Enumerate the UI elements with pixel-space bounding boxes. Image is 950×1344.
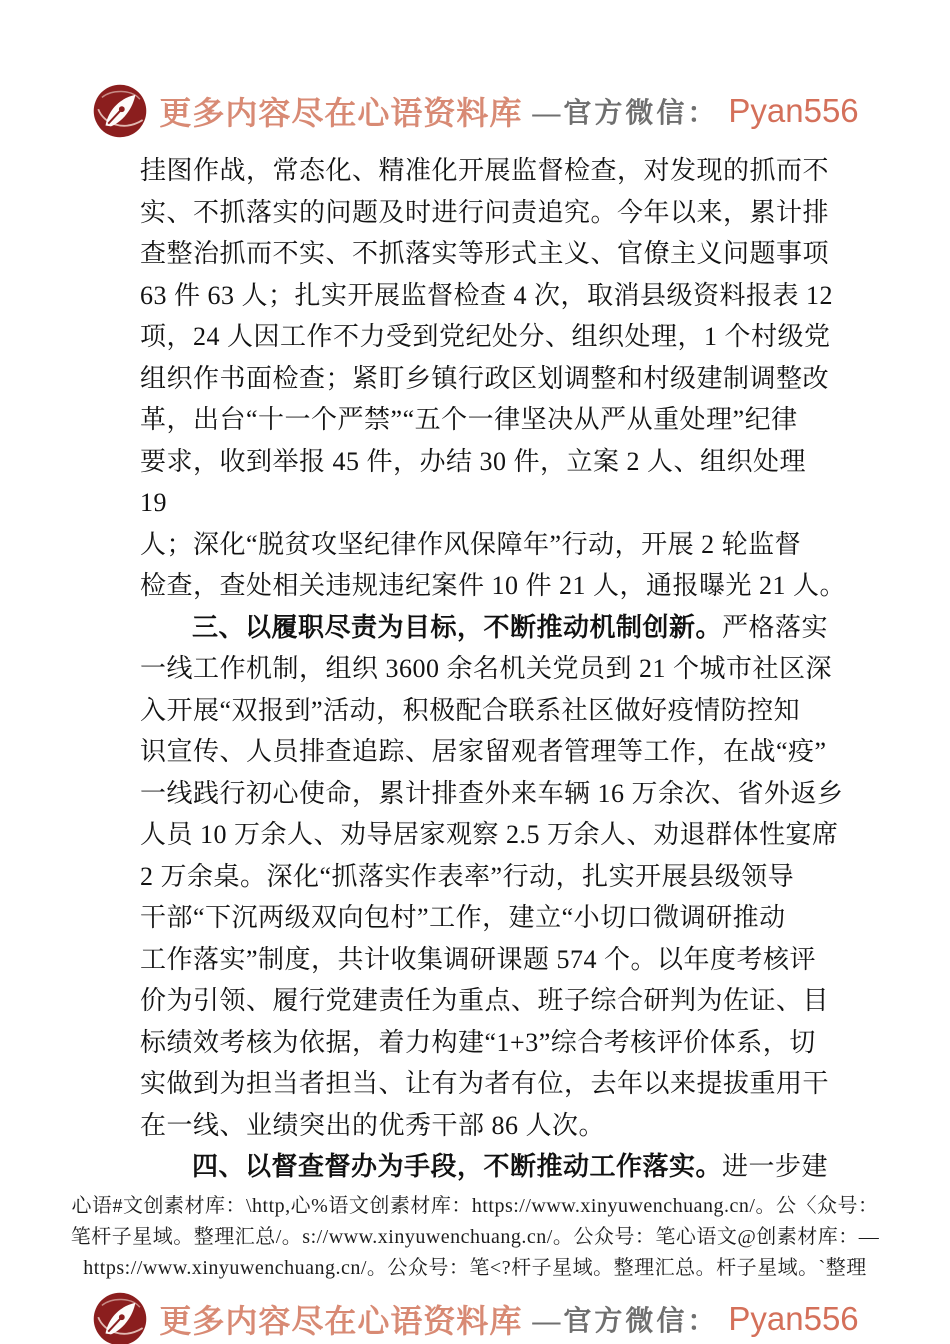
- body-line: 工作落实”制度，共计收集调研课题 574 个。以年度考核评: [140, 944, 817, 974]
- body-line: 价为引领、履行党建责任为重点、班子综合研判为佐证、目: [140, 986, 830, 1015]
- body-line: 入开展“双报到”活动，积极配合联系社区做好疫情防控知: [140, 695, 801, 725]
- body-line: 识宣传、人员排查追踪、居家留观者管理等工作，在战“疫”: [140, 737, 827, 766]
- body-line-heading: 四、以督查督办为手段，不断推动工作落实。进一步建: [192, 1152, 829, 1181]
- footer-line: 心语#文创素材库：\http,心%语文创素材库：https://www.xinyuwenchuang.cn/。公〈众号：: [71, 1194, 879, 1217]
- body-line: 组织作书面检查；紧盯乡镇行政区划调整和村级建制调整改: [140, 363, 830, 393]
- body-line: 一线践行初心使命，累计排查外来车辆 16 万余次、省外返乡: [140, 778, 844, 808]
- body-line: 人员 10 万余人、劝导居家观察 2.5 万余人、劝退群体性宴席: [140, 820, 839, 849]
- body-line-heading: 三、以履职尽责为目标，不断推动机制创新。严格落实: [192, 612, 829, 642]
- heading-lead: 四、以督查督办为手段，不断推动工作落实。: [192, 1152, 723, 1181]
- body-line: 革，出台“十一个严禁”“五个一律坚决从严从重处理”纪律: [140, 405, 798, 434]
- body-line: 查整治抓而不实、不抓落实等形式主义、官僚主义问题事项: [140, 239, 830, 268]
- banner-brand-text: 更多内容尽在心语资料库: [159, 95, 523, 131]
- body-line: 实、不抓落实的问题及时进行问责追究。今年以来，累计排: [140, 197, 830, 227]
- banner-wechat-label: —官方微信：: [532, 1305, 719, 1337]
- banner-wechat-id: Pyan556: [728, 1299, 859, 1337]
- body-line: 在一线、业绩突出的优秀干部 86 人次。: [140, 1110, 606, 1140]
- body-line: 63 件 63 人；扎实开展监督检查 4 次，取消县级资料报表 12: [140, 280, 834, 310]
- body-line: 2 万余桌。深化“抓落实作表率”行动，扎实开展县级领导: [140, 861, 795, 891]
- pen-logo-icon: [91, 1290, 149, 1344]
- pen-logo-icon: [91, 82, 149, 140]
- document-body: [0, 150, 950, 1188]
- footer-banner: [0, 1284, 950, 1344]
- footer-note: [0, 1191, 950, 1284]
- body-line: 19: [140, 488, 167, 517]
- banner-wechat-label: —官方微信：: [532, 98, 719, 129]
- body-line: 要求，收到举报 45 件，办结 30 件，立案 2 人、组织处理: [140, 446, 807, 476]
- banner-brand-text: 更多内容尽在心语资料库: [159, 1302, 523, 1339]
- body-line: 一线工作机制，组织 3600 余名机关党员到 21 个城市社区深: [140, 654, 833, 683]
- body-line: 人；深化“脱贫攻坚纪律作风保障年”行动，开展 2 轮监督: [140, 529, 802, 559]
- footer-line: https://www.xinyuwenchuang.cn/。公众号：笔<?杆子星域。整理汇总。杆子星域。`整理: [83, 1256, 867, 1279]
- body-line: 检查，查处相关违规违纪案件 10 件 21 人，通报曝光 21 人。: [140, 571, 847, 600]
- banner-wechat-id: Pyan556: [728, 92, 859, 129]
- body-line: 挂图作战，常态化、精准化开展监督检查，对发现的抓而不: [140, 156, 830, 185]
- body-line: 干部“下沉两级双向包村”工作，建立“小切口微调研推动: [140, 903, 786, 932]
- footer-line: 笔杆子星域。整理汇总/。s://www.xinyuwenchuang.cn/。公众号：笔心语文@创素材库：—: [70, 1225, 880, 1248]
- body-line: 实做到为担当者担当、让有为者有位，去年以来提拔重用干: [140, 1069, 830, 1098]
- body-line: 项，24 人因工作不力受到党纪处分、组织处理，1 个村级党: [140, 322, 831, 351]
- body-line: 标绩效考核为依据，着力构建“1+3”综合考核评价体系，切: [140, 1027, 816, 1057]
- header-banner: [0, 0, 950, 144]
- heading-lead: 三、以履职尽责为目标，不断推动机制创新。: [192, 612, 723, 642]
